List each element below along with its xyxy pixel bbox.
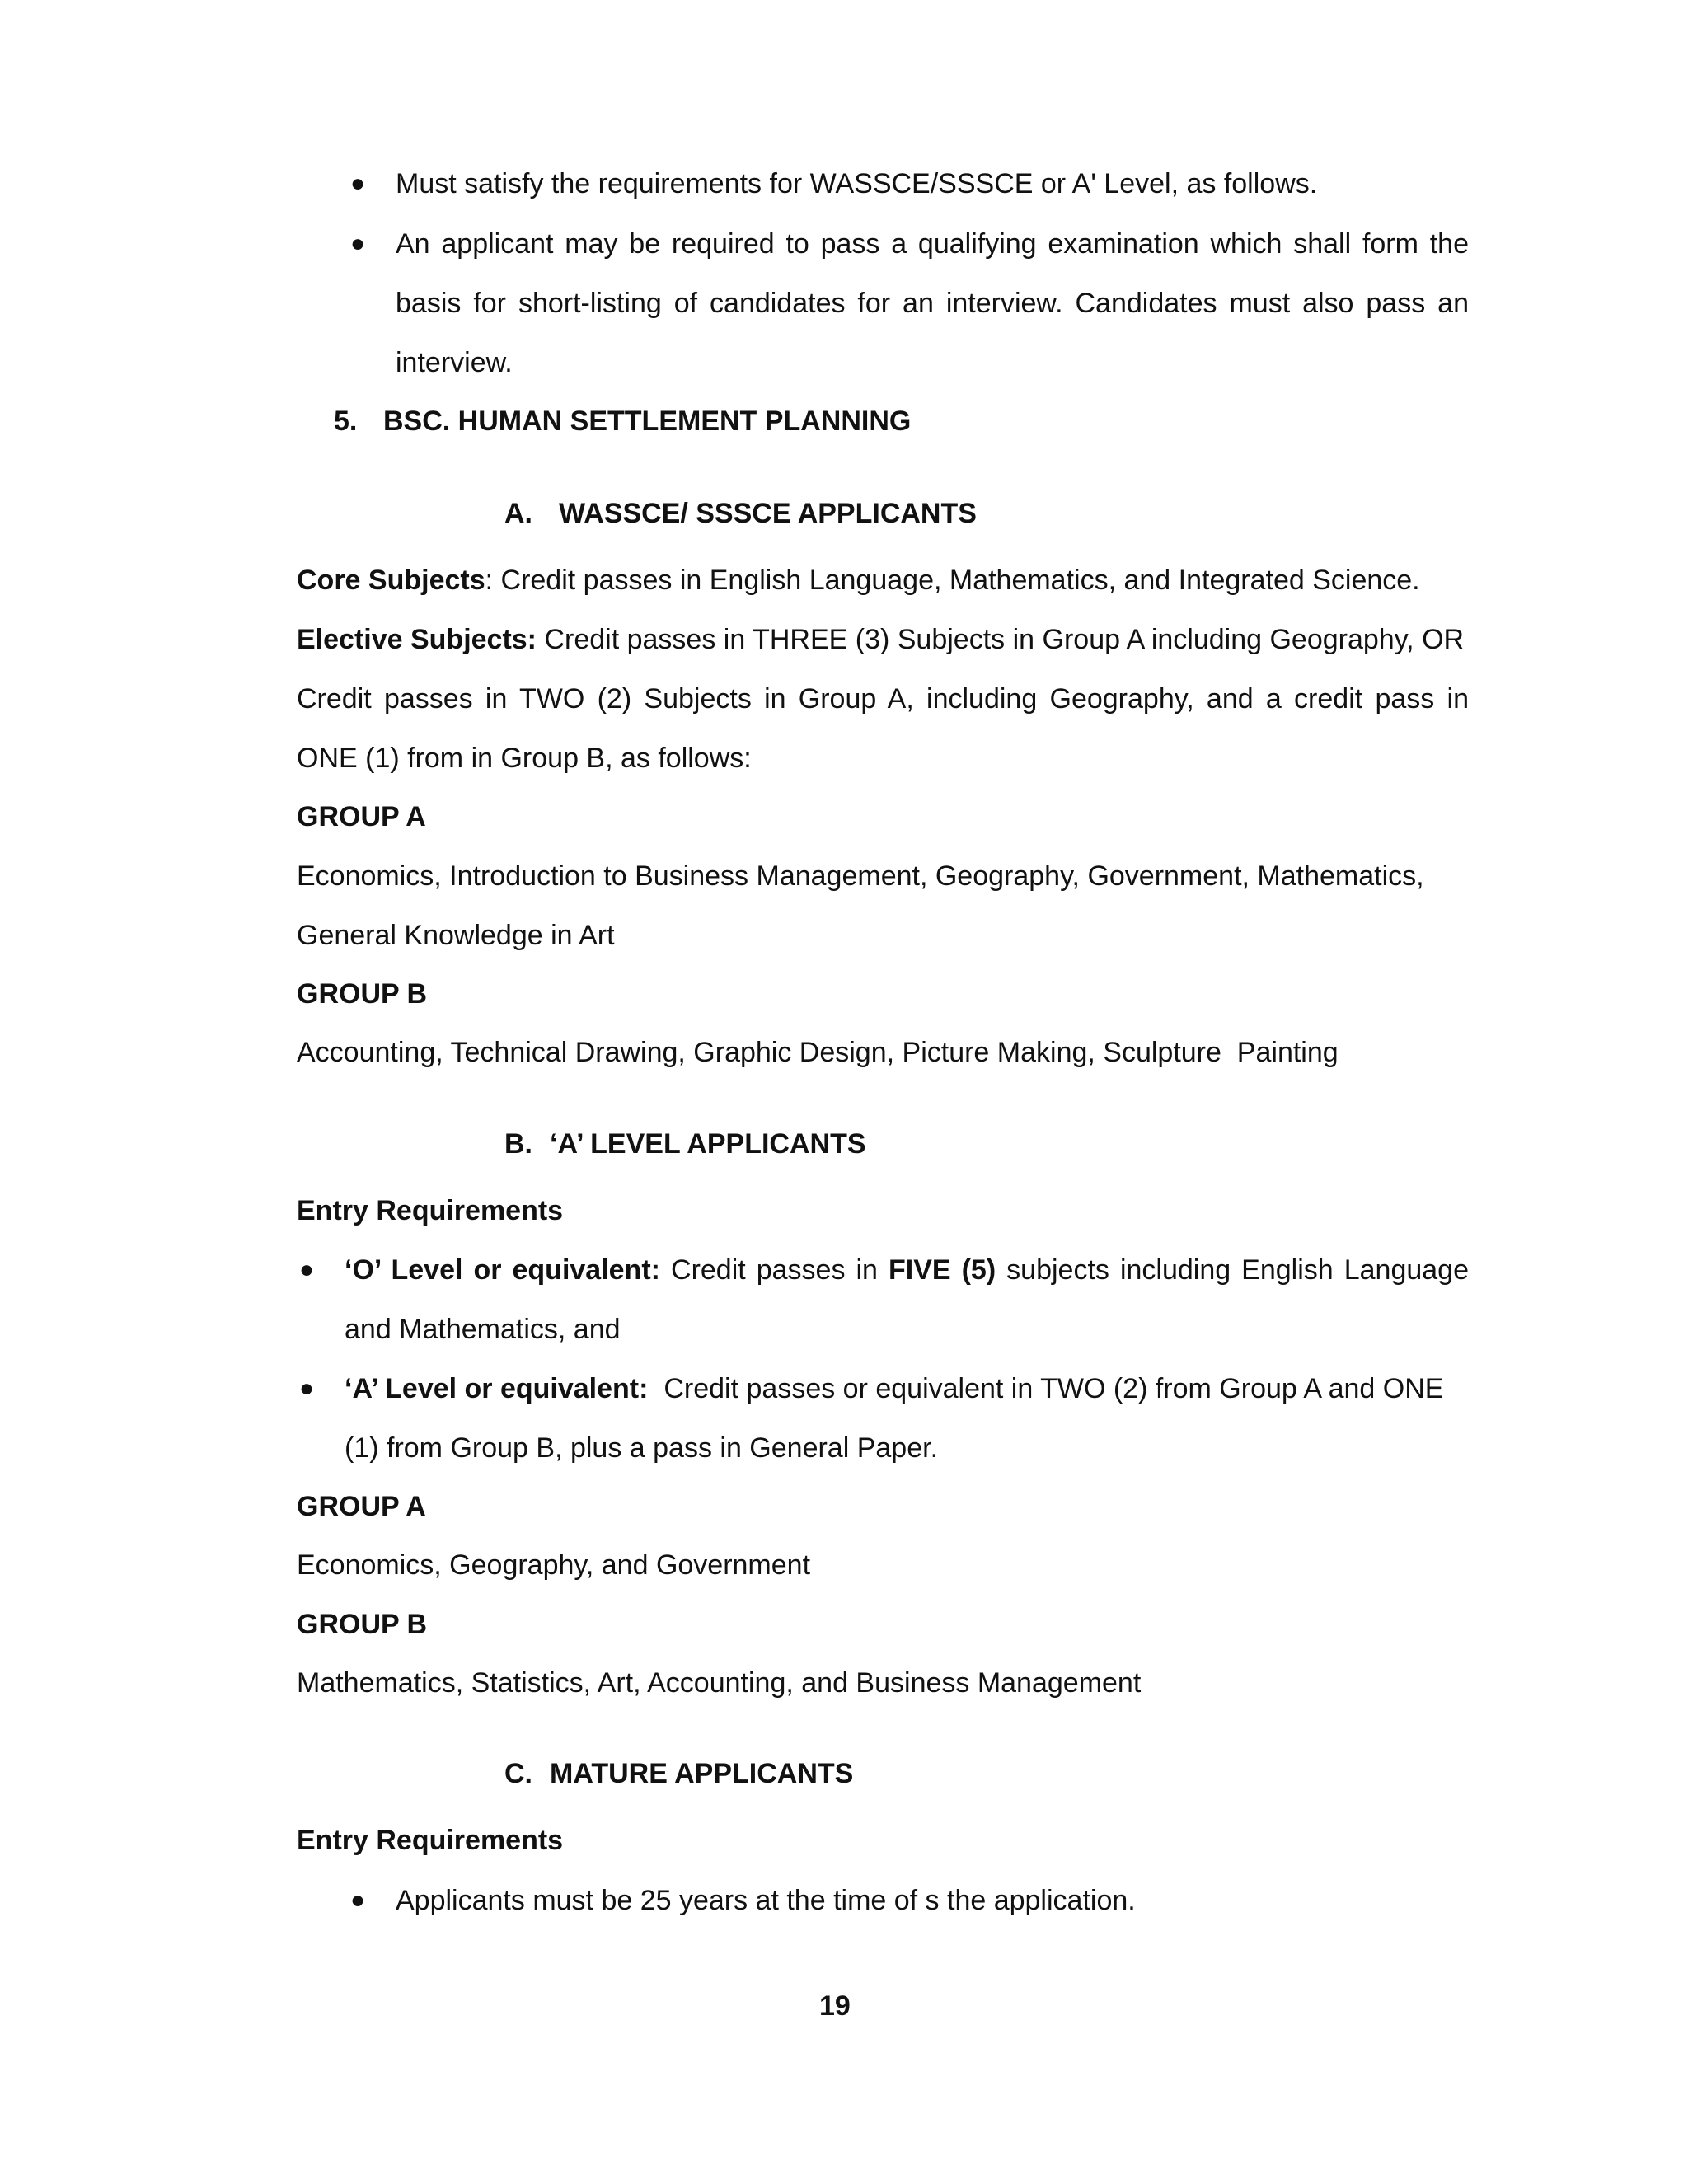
- group-a-label: GROUP A: [297, 1491, 426, 1522]
- o-level-text: Credit passes in: [659, 1254, 889, 1286]
- group-a-label: GROUP A: [297, 801, 426, 832]
- bullet-marker: ●: [299, 1256, 315, 1283]
- group-b-subjects: Mathematics, Statistics, Art, Accounting, and Business Management: [297, 1667, 1142, 1699]
- o-level-text: subjects including English Language: [996, 1254, 1469, 1286]
- o-level-line: [345, 1256, 1469, 1284]
- section-number: 5.: [334, 405, 358, 437]
- o-level-count: FIVE (5): [889, 1254, 996, 1286]
- group-a-subjects: Economics, Geography, and Government: [297, 1549, 811, 1581]
- core-subjects-label: Core Subjects: [297, 565, 485, 596]
- bullet-marker: ●: [299, 1375, 315, 1402]
- entry-requirements-heading: Entry Requirements: [297, 1195, 564, 1226]
- subsection-letter: C.: [504, 1758, 532, 1789]
- bullet-text: An applicant may be required to pass a qualifying examination which shall form the: [396, 228, 1469, 260]
- core-subjects-line: [297, 566, 1420, 594]
- bullet-text: Applicants must be 25 years at the time of s the application.: [396, 1885, 1136, 1916]
- elective-subjects-text: Credit passes in TWO (2) Subjects in Group A, including Geography, and a credit pass in: [297, 683, 1469, 715]
- elective-subjects-text: ONE (1) from in Group B, as follows:: [297, 743, 752, 774]
- core-subjects-text: : Credit passes in English Language, Mathematics, and Integrated Science.: [485, 565, 1420, 596]
- elective-subjects-text: Credit passes in THREE (3) Subjects in Group A including Geography, OR: [537, 624, 1465, 655]
- bullet-marker: ●: [350, 1886, 366, 1914]
- group-b-label: GROUP B: [297, 1609, 428, 1640]
- a-level-text: Credit passes or equivalent in TWO (2) from Group A and ONE: [648, 1373, 1444, 1404]
- page-number: 19: [819, 1990, 851, 2022]
- entry-requirements-heading: Entry Requirements: [297, 1825, 564, 1856]
- elective-subjects-line: [297, 626, 1464, 654]
- group-a-subjects: General Knowledge in Art: [297, 920, 615, 951]
- group-b-subjects: Accounting, Technical Drawing, Graphic Design, Picture Making, Sculpture Painting: [297, 1037, 1339, 1068]
- bullet-text: Must satisfy the requirements for WASSCE/SSSCE or A' Level, as follows.: [396, 168, 1318, 199]
- a-level-line: [345, 1375, 1443, 1403]
- subsection-title: WASSCE/ SSSCE APPLICANTS: [559, 498, 977, 529]
- subsection-title: ‘A’ LEVEL APPLICANTS: [550, 1128, 866, 1160]
- bullet-text-continued: basis for short-listing of candidates for an interview. Candidates must also pass an: [396, 288, 1469, 319]
- o-level-text-continued: and Mathematics, and: [345, 1314, 621, 1345]
- bullet-text-continued: interview.: [396, 347, 513, 378]
- a-level-text-continued: (1) from Group B, plus a pass in General Paper.: [345, 1432, 939, 1464]
- subsection-letter: A.: [504, 498, 532, 529]
- bullet-marker: ●: [350, 230, 366, 257]
- bullet-marker: ●: [350, 170, 366, 197]
- elective-subjects-label: Elective Subjects:: [297, 624, 537, 655]
- group-a-subjects: Economics, Introduction to Business Management, Geography, Government, Mathematics,: [297, 860, 1424, 892]
- o-level-label: ‘O’ Level or equivalent:: [345, 1254, 660, 1286]
- a-level-label: ‘A’ Level or equivalent:: [345, 1373, 649, 1404]
- section-title: BSC. HUMAN SETTLEMENT PLANNING: [383, 405, 912, 437]
- subsection-letter: B.: [504, 1128, 532, 1160]
- group-b-label: GROUP B: [297, 978, 428, 1010]
- subsection-title: MATURE APPLICANTS: [550, 1758, 854, 1789]
